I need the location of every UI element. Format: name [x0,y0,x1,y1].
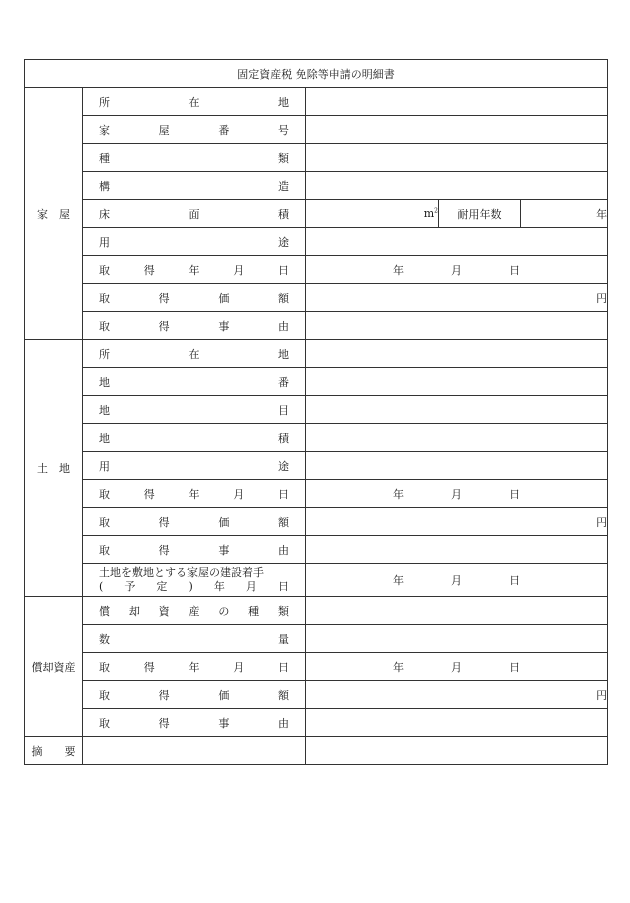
house-acq-date-field[interactable]: 年 月 日 [306,256,608,284]
asset-row-acq-reason [25,709,608,737]
house-structure-field[interactable] [306,172,608,200]
land-acq-reason-field[interactable] [306,536,608,564]
land-row-lot-number [25,368,608,396]
house-acq-price-field[interactable]: 円 [306,284,608,312]
land-row-acq-date [25,480,608,508]
land-lot-number-label: 地 番 [83,368,306,396]
land-row-acq-reason [25,536,608,564]
land-lot-number-field[interactable] [306,368,608,396]
durable-years-label: 耐用年数 [439,200,521,228]
house-location-field[interactable] [306,88,608,116]
title-row [25,60,608,88]
asset-section-label: 償却資産 [25,597,83,737]
asset-row-acq-date [25,653,608,681]
land-acq-price-field[interactable]: 円 [306,508,608,536]
asset-acq-price-label: 取 得 価 額 [83,681,306,709]
land-location-label: 所 在 地 [83,340,306,368]
land-row-area [25,424,608,452]
land-category-field[interactable] [306,396,608,424]
house-kind-label: 種 類 [83,144,306,172]
asset-acq-date-label: 取 得 年 月 日 [83,653,306,681]
land-area-field[interactable] [306,424,608,452]
house-row-acq-price [25,284,608,312]
asset-acq-price-field[interactable]: 円 [306,681,608,709]
asset-kind-label: 償 却 資 産 の 種 類 [83,597,306,625]
house-acq-reason-field[interactable] [306,312,608,340]
land-acq-date-field[interactable]: 年 月 日 [306,480,608,508]
summary-label: 摘 要 [25,737,83,765]
house-number-label: 家 屋 番 号 [83,116,306,144]
land-acq-date-label: 取 得 年 月 日 [83,480,306,508]
land-location-field[interactable] [306,340,608,368]
land-section-label: 土 地 [25,340,83,597]
land-construction-start-field[interactable]: 年 月 日 [306,564,608,597]
land-construction-start-label: 土地を敷地とする家屋の建設着手 ( 予 定 ) 年 月 日 [83,564,306,597]
house-structure-label: 構 造 [83,172,306,200]
house-row-floor-area [25,200,608,228]
house-row-structure [25,172,608,200]
house-row-number [25,116,608,144]
house-row-acq-date [25,256,608,284]
house-section-label: 家 屋 [25,88,83,340]
asset-quantity-label: 数 量 [83,625,306,653]
house-row-location [25,88,608,116]
asset-row-quantity [25,625,608,653]
land-row-acq-price [25,508,608,536]
asset-acq-reason-label: 取 得 事 由 [83,709,306,737]
land-row-location [25,340,608,368]
land-area-label: 地 積 [83,424,306,452]
land-acq-reason-label: 取 得 事 由 [83,536,306,564]
summary-field-left[interactable] [83,737,306,765]
asset-row-kind [25,597,608,625]
summary-row [25,737,608,765]
form-title: 固定資産税 免除等申請の明細書 [25,60,608,88]
land-row-category [25,396,608,424]
land-row-use [25,452,608,480]
land-use-field[interactable] [306,452,608,480]
asset-quantity-field[interactable] [306,625,608,653]
house-floor-area-label: 床 面 積 [83,200,306,228]
land-use-label: 用 途 [83,452,306,480]
house-row-use [25,228,608,256]
asset-acq-date-field[interactable]: 年 月 日 [306,653,608,681]
house-location-label: 所 在 地 [83,88,306,116]
house-row-acq-reason [25,312,608,340]
house-floor-area-field[interactable]: $m^2$ [306,200,439,228]
asset-acq-reason-field[interactable] [306,709,608,737]
house-acq-price-label: 取 得 価 額 [83,284,306,312]
house-kind-field[interactable] [306,144,608,172]
land-row-construction-start [25,564,608,597]
durable-years-field[interactable]: 年 [521,200,608,228]
house-number-field[interactable] [306,116,608,144]
land-acq-price-label: 取 得 価 額 [83,508,306,536]
asset-kind-field[interactable] [306,597,608,625]
asset-row-acq-price [25,681,608,709]
house-acq-reason-label: 取 得 事 由 [83,312,306,340]
summary-field-right[interactable] [306,737,608,765]
house-acq-date-label: 取 得 年 月 日 [83,256,306,284]
house-use-field[interactable] [306,228,608,256]
land-category-label: 地 目 [83,396,306,424]
house-row-kind [25,144,608,172]
house-use-label: 用 途 [83,228,306,256]
exemption-detail-form [24,59,608,765]
